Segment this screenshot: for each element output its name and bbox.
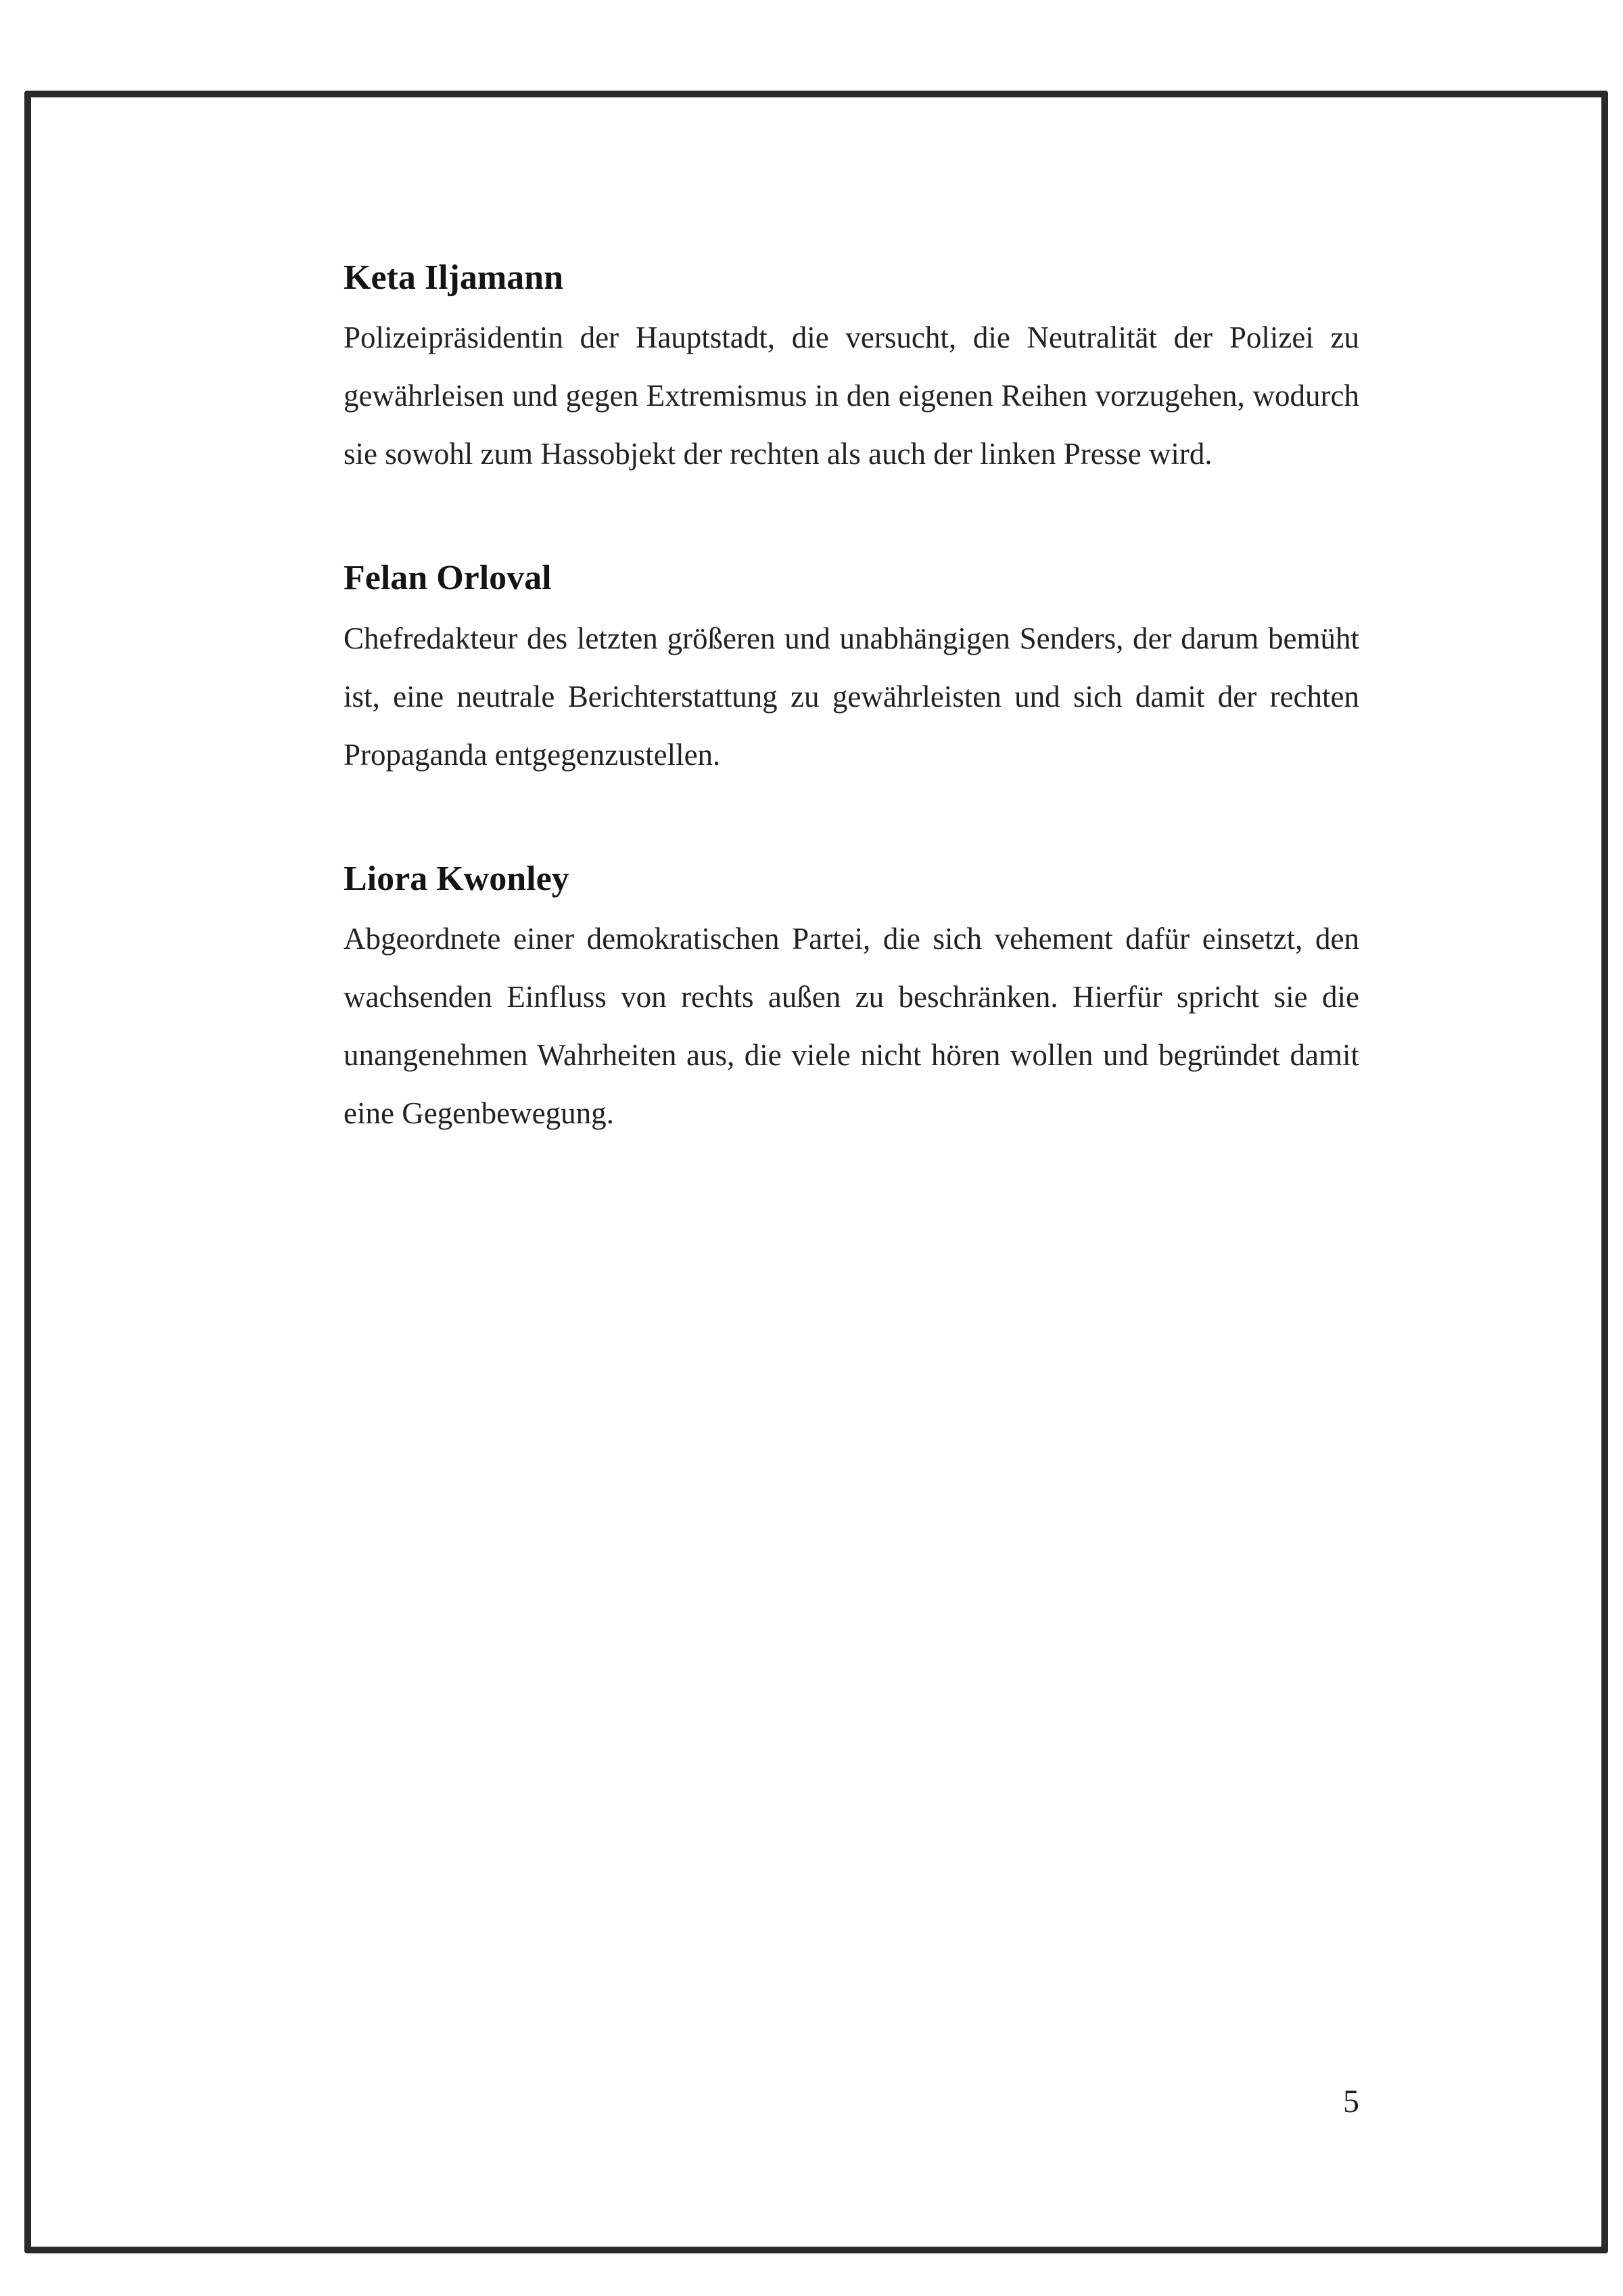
character-entry-keta bbox=[344, 257, 1359, 483]
character-description: Polizeipräsidentin der Hauptstadt, die versucht, die Neutralität der Polizei zu gewährleisen und gegen Extremismus in den eigenen Reihen vorzugehen, wodurch sie sowohl zum Hassobjekt der rechten als auch der linken Presse wird. bbox=[344, 321, 1359, 471]
character-entry-liora bbox=[344, 858, 1359, 1142]
character-name: Liora Kwonley bbox=[344, 859, 569, 898]
character-name: Felan Orloval bbox=[344, 559, 552, 598]
document-body bbox=[344, 257, 1359, 1217]
character-description: Abgeordnete einer demokratischen Partei, die sich vehement dafür einsetzt, den wachsenden Einfluss von rechts außen zu beschränken. Hierfür spricht sie die unangenehmen Wahrheiten aus, die viele nicht hören wollen und begründet damit eine Gegenbewegung. bbox=[344, 922, 1359, 1131]
character-entry-felan bbox=[344, 557, 1359, 783]
character-name: Keta Iljamann bbox=[344, 258, 563, 297]
character-description: Chefredakteur des letzten größeren und unabhängigen Senders, der darum bemüht ist, eine neutrale Berichterstattung zu gewährleisten und sich damit der rechten Propaganda entgegenzustellen. bbox=[344, 621, 1359, 772]
page-number: 5 bbox=[1343, 2084, 1359, 2119]
